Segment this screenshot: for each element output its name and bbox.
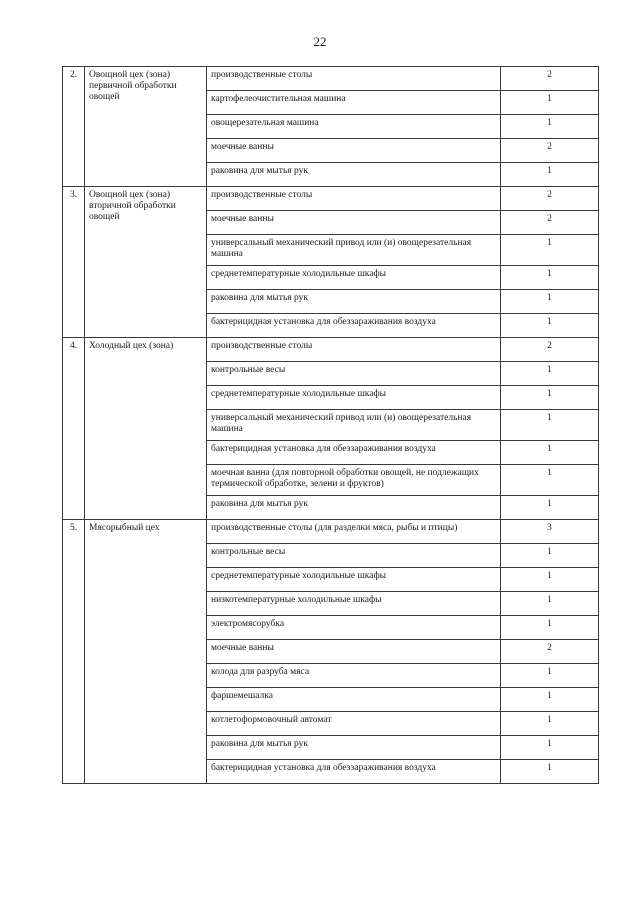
equipment-item: производственные столы bbox=[207, 67, 501, 91]
zone-name: Овощной цех (зона) первичной обработки овощей bbox=[85, 67, 207, 187]
equipment-item: моечные ванны bbox=[207, 640, 501, 664]
equipment-item: раковина для мытья рук bbox=[207, 163, 501, 187]
section-number: 2. bbox=[63, 67, 85, 187]
zone-name: Овощной цех (зона) вторичной обработки овощей bbox=[85, 187, 207, 338]
equipment-item: картофелеочистительная машина bbox=[207, 91, 501, 115]
equipment-quantity: 1 bbox=[501, 544, 599, 568]
equipment-quantity: 1 bbox=[501, 115, 599, 139]
table-row bbox=[63, 187, 599, 211]
section-number: 4. bbox=[63, 338, 85, 520]
equipment-item: колода для разруба мяса bbox=[207, 664, 501, 688]
equipment-item: универсальный механический привод или (и) овощерезательная машина bbox=[207, 235, 501, 266]
section-number: 5. bbox=[63, 520, 85, 784]
equipment-table-body bbox=[63, 67, 599, 784]
equipment-table bbox=[62, 66, 599, 784]
equipment-item: производственные столы (для разделки мяса, рыбы и птицы) bbox=[207, 520, 501, 544]
equipment-item: моечные ванны bbox=[207, 139, 501, 163]
equipment-quantity: 2 bbox=[501, 640, 599, 664]
equipment-quantity: 1 bbox=[501, 386, 599, 410]
equipment-item: бактерицидная установка для обеззараживания воздуха bbox=[207, 441, 501, 465]
equipment-item: контрольные весы bbox=[207, 544, 501, 568]
equipment-item: моечные ванны bbox=[207, 211, 501, 235]
equipment-item: овощерезательная машина bbox=[207, 115, 501, 139]
equipment-item: производственные столы bbox=[207, 187, 501, 211]
equipment-quantity: 2 bbox=[501, 139, 599, 163]
equipment-item: раковина для мытья рук bbox=[207, 290, 501, 314]
equipment-quantity: 1 bbox=[501, 314, 599, 338]
equipment-quantity: 1 bbox=[501, 91, 599, 115]
table-row bbox=[63, 67, 599, 91]
equipment-quantity: 1 bbox=[501, 664, 599, 688]
equipment-quantity: 1 bbox=[501, 266, 599, 290]
equipment-item: бактерицидная установка для обеззараживания воздуха bbox=[207, 314, 501, 338]
page-number: 22 bbox=[313, 34, 327, 49]
equipment-quantity: 2 bbox=[501, 211, 599, 235]
equipment-quantity: 1 bbox=[501, 410, 599, 441]
equipment-quantity: 1 bbox=[501, 568, 599, 592]
equipment-item: производственные столы bbox=[207, 338, 501, 362]
equipment-item: раковина для мытья рук bbox=[207, 736, 501, 760]
equipment-quantity: 1 bbox=[501, 441, 599, 465]
equipment-item: среднетемпературные холодильные шкафы bbox=[207, 266, 501, 290]
zone-name: Мясорыбный цех bbox=[85, 520, 207, 784]
equipment-item: среднетемпературные холодильные шкафы bbox=[207, 568, 501, 592]
equipment-quantity: 1 bbox=[501, 163, 599, 187]
equipment-item: котлетоформовочный автомат bbox=[207, 712, 501, 736]
equipment-quantity: 2 bbox=[501, 187, 599, 211]
equipment-quantity: 2 bbox=[501, 67, 599, 91]
equipment-quantity: 1 bbox=[501, 616, 599, 640]
table-row bbox=[63, 338, 599, 362]
equipment-quantity: 1 bbox=[501, 592, 599, 616]
equipment-quantity: 1 bbox=[501, 760, 599, 784]
equipment-item: моечная ванна (для повторной обработки овощей, не подлежащих термической обработке, зелени и фруктов) bbox=[207, 465, 501, 496]
equipment-item: раковина для мытья рук bbox=[207, 496, 501, 520]
equipment-quantity: 1 bbox=[501, 290, 599, 314]
equipment-quantity: 1 bbox=[501, 465, 599, 496]
equipment-quantity: 3 bbox=[501, 520, 599, 544]
equipment-quantity: 2 bbox=[501, 338, 599, 362]
equipment-item: контрольные весы bbox=[207, 362, 501, 386]
equipment-quantity: 1 bbox=[501, 736, 599, 760]
equipment-quantity: 1 bbox=[501, 362, 599, 386]
equipment-quantity: 1 bbox=[501, 235, 599, 266]
equipment-quantity: 1 bbox=[501, 496, 599, 520]
equipment-item: универсальный механический привод или (и) овощерезательная машина bbox=[207, 410, 501, 441]
equipment-item: низкотемпературные холодильные шкафы bbox=[207, 592, 501, 616]
table-row bbox=[63, 520, 599, 544]
section-number: 3. bbox=[63, 187, 85, 338]
equipment-item: электромясорубка bbox=[207, 616, 501, 640]
equipment-item: фаршемешалка bbox=[207, 688, 501, 712]
equipment-quantity: 1 bbox=[501, 712, 599, 736]
equipment-item: среднетемпературные холодильные шкафы bbox=[207, 386, 501, 410]
zone-name: Холодный цех (зона) bbox=[85, 338, 207, 520]
equipment-item: бактерицидная установка для обеззараживания воздуха bbox=[207, 760, 501, 784]
equipment-quantity: 1 bbox=[501, 688, 599, 712]
